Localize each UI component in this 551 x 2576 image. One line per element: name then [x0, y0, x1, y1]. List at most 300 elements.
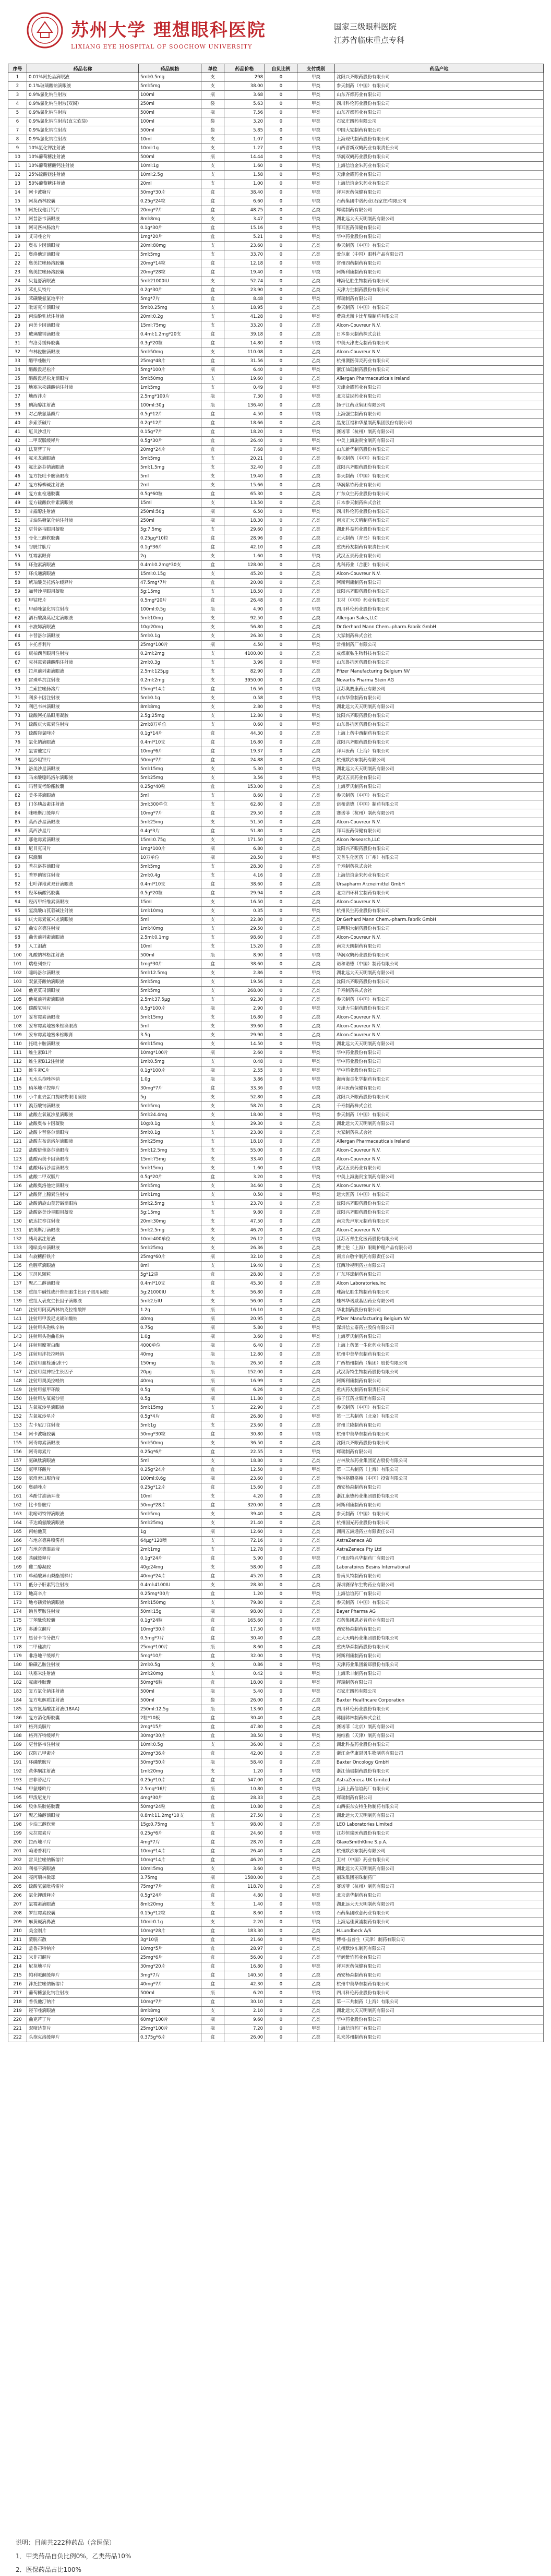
cell-spec: 0.2ml:2mg: [139, 650, 201, 658]
cell-manufacturer: 第一三共制药（上海）有限公司: [335, 1466, 544, 1475]
cell-unit: 盒: [201, 224, 224, 233]
cell-payment-category: 乙类: [297, 1262, 335, 1271]
cell-index: 175: [8, 1616, 27, 1625]
cell-spec: 2.5mg*16片: [139, 1785, 201, 1794]
cell-index: 121: [8, 1137, 27, 1146]
table-row: [8, 987, 544, 996]
cell-unit: 支: [201, 712, 224, 721]
cell-unit: 盒: [201, 188, 224, 197]
cell-manufacturer: 浙江金华康恩贝生物制药有限公司: [335, 1750, 544, 1758]
cell-unit: 盒: [201, 738, 224, 747]
cell-price: 29.50: [224, 925, 265, 933]
cell-price: 6.40: [224, 366, 265, 375]
cell-spec: 8ml:8mg: [139, 2007, 201, 2016]
cell-payment-category: 乙类: [297, 1820, 335, 1829]
cell-price: 1.00: [224, 179, 265, 188]
cell-index: 26: [8, 295, 27, 304]
cell-drug-name: 丙帕他莫: [27, 1528, 139, 1537]
table-row: [8, 942, 544, 951]
cell-payment-category: 甲类: [297, 1767, 335, 1776]
cell-unit: 支: [201, 588, 224, 596]
cell-manufacturer: 参天制药（中国）有限公司: [335, 454, 544, 463]
cell-manufacturer: 湖北远大天天明制药有限公司: [335, 2007, 544, 2016]
cell-unit: 支: [201, 987, 224, 996]
cell-index: 202: [8, 1856, 27, 1865]
cell-price: 0.86: [224, 1661, 265, 1670]
cell-index: 189: [8, 1741, 27, 1750]
cell-payment-category: 甲类: [297, 1049, 335, 1058]
table-row: [8, 384, 544, 392]
cell-unit: 支: [201, 135, 224, 144]
cell-spec: 5ml:24.4mg: [139, 1111, 201, 1120]
cell-unit: 盒: [201, 1616, 224, 1625]
table-row: [8, 783, 544, 792]
cell-price: 39.60: [224, 1022, 265, 1031]
cell-price: 23.90: [224, 286, 265, 295]
cell-manufacturer: 华中药业股份有限公司: [335, 1058, 544, 1067]
cell-self-pay-ratio: 0: [265, 1191, 297, 1200]
cell-manufacturer: 江苏奥赛康药业有限公司: [335, 685, 544, 694]
cell-self-pay-ratio: 0: [265, 712, 297, 721]
cell-payment-category: 乙类: [297, 1838, 335, 1847]
cell-index: 87: [8, 836, 27, 845]
cell-payment-category: 甲类: [297, 259, 335, 268]
cell-payment-category: 甲类: [297, 1075, 335, 1084]
table-row: [8, 1235, 544, 1244]
cell-price: 42.00: [224, 1750, 265, 1758]
table-row: [8, 1271, 544, 1279]
cell-price: 18.30: [224, 517, 265, 525]
cell-self-pay-ratio: 0: [265, 1226, 297, 1235]
cell-self-pay-ratio: 0: [265, 1927, 297, 1936]
cell-index: 186: [8, 1714, 27, 1723]
cell-spec: 40mg: [139, 1315, 201, 1324]
table-row: [8, 1679, 544, 1687]
cell-spec: 25mg*60片: [139, 1253, 201, 1262]
cell-unit: 支: [201, 171, 224, 179]
cell-self-pay-ratio: 0: [265, 259, 297, 268]
cell-manufacturer: 江苏万邦生化医药股份有限公司: [335, 1235, 544, 1244]
cell-spec: 5ml:15mg: [139, 1404, 201, 1412]
cell-manufacturer: 礼来苏州制药有限公司: [335, 2033, 544, 2042]
cell-drug-name: 噻吗洛尔滴眼液: [27, 969, 139, 978]
cell-price: 4.20: [224, 1492, 265, 1501]
cell-index: 66: [8, 650, 27, 658]
cell-payment-category: 甲类: [297, 135, 335, 144]
cell-spec: 1ml:20mg: [139, 1767, 201, 1776]
cell-index: 203: [8, 1865, 27, 1874]
table-row: [8, 1359, 544, 1368]
cell-self-pay-ratio: 0: [265, 1244, 297, 1253]
cell-manufacturer: 湖北远大天天明制药有限公司: [335, 1812, 544, 1820]
cell-price: 56.80: [224, 623, 265, 632]
cell-unit: 盒: [201, 1794, 224, 1803]
table-row: [8, 685, 544, 694]
cell-manufacturer: 杭州中美华东制药有限公司: [335, 1980, 544, 1989]
cell-drug-name: 莫西沙星片: [27, 827, 139, 836]
table-row: [8, 2016, 544, 2024]
cell-spec: 0.5g*20粒: [139, 889, 201, 898]
cell-payment-category: 甲类: [297, 1333, 335, 1341]
cell-payment-category: 乙类: [297, 996, 335, 1004]
cell-unit: 盒: [201, 446, 224, 454]
cell-self-pay-ratio: 0: [265, 171, 297, 179]
cell-unit: 支: [201, 313, 224, 321]
cell-spec: 5ml:15mg: [139, 765, 201, 774]
cell-spec: 5ml: [139, 916, 201, 925]
cell-self-pay-ratio: 0: [265, 162, 297, 171]
cell-self-pay-ratio: 0: [265, 1971, 297, 1980]
table-row: [8, 1616, 544, 1625]
cell-payment-category: 乙类: [297, 756, 335, 765]
table-row: [8, 792, 544, 800]
cell-unit: 袋: [201, 100, 224, 109]
footer-note: 说明：目前共222种药品（含医保）: [16, 2539, 115, 2546]
cell-manufacturer: 四川科伦药业股份有限公司: [335, 100, 544, 109]
cell-index: 12: [8, 171, 27, 179]
cell-manufacturer: 沈阳兴齐眼药股份有限公司: [335, 463, 544, 472]
cell-index: 2: [8, 82, 27, 91]
cell-index: 173: [8, 1599, 27, 1608]
cell-payment-category: 乙类: [297, 1883, 335, 1891]
cell-index: 129: [8, 1208, 27, 1217]
cell-unit: 瓶: [201, 1075, 224, 1084]
cell-index: 135: [8, 1262, 27, 1271]
cell-spec: 5ml:25mg: [139, 1244, 201, 1253]
cell-index: 126: [8, 1182, 27, 1191]
cell-payment-category: 甲类: [297, 1891, 335, 1900]
cell-drug-name: 0.9%氯化钠注射液: [27, 91, 139, 100]
cell-price: 98.00: [224, 1608, 265, 1616]
cell-payment-category: 乙类: [297, 1945, 335, 1954]
table-row: [8, 401, 544, 410]
cell-index: 42: [8, 437, 27, 446]
cell-index: 30: [8, 330, 27, 339]
cell-price: 1.07: [224, 135, 265, 144]
cell-manufacturer: 天津金耀药业有限公司: [335, 384, 544, 392]
table-row: [8, 179, 544, 188]
cell-price: 26.50: [224, 1359, 265, 1368]
cell-manufacturer: 上海信谊金朱药业有限公司: [335, 162, 544, 171]
cell-index: 128: [8, 1200, 27, 1208]
cell-price: 19.37: [224, 747, 265, 756]
cell-unit: 盒: [201, 268, 224, 277]
cell-unit: 支: [201, 765, 224, 774]
cell-price: 18.50: [224, 588, 265, 596]
cell-price: 9.60: [224, 2016, 265, 2024]
cell-self-pay-ratio: 0: [265, 951, 297, 960]
cell-payment-category: 乙类: [297, 1581, 335, 1590]
cell-payment-category: 乙类: [297, 1217, 335, 1226]
cell-manufacturer: 上海罗氏制药有限公司: [335, 1333, 544, 1341]
cell-drug-name: 葡萄糖氯化钠注射液: [27, 1989, 139, 1998]
cell-index: 25: [8, 286, 27, 295]
cell-payment-category: 乙类: [297, 1395, 335, 1404]
cell-index: 214: [8, 1962, 27, 1971]
table-row: [8, 1687, 544, 1696]
cell-manufacturer: 杭州中美华东制药有限公司: [335, 1350, 544, 1359]
cell-drug-name: 帕利哌酮缓释片: [27, 1971, 139, 1980]
cell-self-pay-ratio: 0: [265, 685, 297, 694]
cell-payment-category: 乙类: [297, 898, 335, 907]
cell-spec: 5mg*100片: [139, 366, 201, 375]
cell-self-pay-ratio: 0: [265, 1235, 297, 1244]
cell-index: 181: [8, 1670, 27, 1679]
cell-spec: 1ml:40mg: [139, 925, 201, 933]
cell-price: 46.70: [224, 1226, 265, 1235]
cell-price: 7.30: [224, 392, 265, 401]
cell-price: 33.40: [224, 1155, 265, 1164]
cell-payment-category: 甲类: [297, 1164, 335, 1173]
cell-index: 154: [8, 1430, 27, 1439]
cell-unit: 支: [201, 933, 224, 942]
table-row: [8, 907, 544, 916]
cell-self-pay-ratio: 0: [265, 188, 297, 197]
cell-price: 15.20: [224, 942, 265, 951]
cell-manufacturer: 上海上药中西制药有限公司: [335, 729, 544, 738]
cell-unit: 支: [201, 1164, 224, 1173]
table-row: [8, 694, 544, 703]
cell-price: 26.12: [224, 1235, 265, 1244]
cell-manufacturer: 湖北远大天天明制药有限公司: [335, 765, 544, 774]
cell-payment-category: 乙类: [297, 960, 335, 969]
cell-index: 150: [8, 1395, 27, 1404]
cell-self-pay-ratio: 0: [265, 1545, 297, 1554]
cell-unit: 支: [201, 1208, 224, 1217]
cell-unit: 瓶: [201, 854, 224, 862]
cell-unit: 支: [201, 1510, 224, 1519]
cell-drug-name: 盐酸奥布卡因凝胶: [27, 1120, 139, 1129]
table-row: [8, 463, 544, 472]
cell-drug-name: 硫酸庆大霉素注射液: [27, 721, 139, 729]
cell-self-pay-ratio: 0: [265, 1395, 297, 1404]
cell-payment-category: 甲类: [297, 721, 335, 729]
cell-unit: 盒: [201, 1483, 224, 1492]
cell-payment-category: 乙类: [297, 1146, 335, 1155]
cell-price: 26.36: [224, 1244, 265, 1253]
cell-unit: 支: [201, 525, 224, 534]
cell-index: 94: [8, 898, 27, 907]
table-row: [8, 1732, 544, 1741]
cell-spec: 0.75g: [139, 1324, 201, 1333]
cell-price: 34.60: [224, 1182, 265, 1191]
cell-drug-name: 盐酸消旋山莨菪碱滴眼液: [27, 1200, 139, 1208]
cell-manufacturer: 日本参天制药株式会社: [335, 330, 544, 339]
cell-index: 210: [8, 1927, 27, 1936]
cell-price: 28.97: [224, 1945, 265, 1954]
cell-payment-category: 乙类: [297, 845, 335, 854]
cell-unit: 支: [201, 1244, 224, 1253]
cell-price: 118.70: [224, 1883, 265, 1891]
cell-index: 208: [8, 1909, 27, 1918]
cell-spec: 30mg*7片: [139, 1084, 201, 1093]
cell-self-pay-ratio: 0: [265, 1803, 297, 1812]
cell-payment-category: 乙类: [297, 375, 335, 384]
cell-spec: 1.0g: [139, 1333, 201, 1341]
cell-payment-category: 甲类: [297, 73, 335, 82]
cell-payment-category: 甲类: [297, 1084, 335, 1093]
table-row: [8, 233, 544, 242]
cell-self-pay-ratio: 0: [265, 641, 297, 650]
table-row: [8, 1776, 544, 1785]
cell-manufacturer: Pfizer Manufacturing Belgium NV: [335, 667, 544, 676]
cell-self-pay-ratio: 0: [265, 960, 297, 969]
cell-drug-name: 雷贝拉唑钠肠溶片: [27, 1856, 139, 1865]
cell-manufacturer: 辉瑞制药有限公司: [335, 1794, 544, 1803]
cell-manufacturer: 西安杨森制药有限公司: [335, 1483, 544, 1492]
cell-drug-name: 法莫替丁片: [27, 446, 139, 454]
cell-price: 7.56: [224, 109, 265, 117]
table-row: [8, 91, 544, 100]
cell-spec: 1.0g: [139, 1075, 201, 1084]
table-row: [8, 818, 544, 827]
university-seal-logo: [26, 11, 64, 49]
table-row: [8, 1971, 544, 1980]
cell-manufacturer: GlaxoSmithKline S.p.A.: [335, 1838, 544, 1847]
cell-manufacturer: 山西振东安特生物制药有限公司: [335, 1803, 544, 1812]
cell-manufacturer: 第一三共制药（北京）有限公司: [335, 1412, 544, 1421]
cell-drug-name: 头孢克洛缓释片: [27, 2033, 139, 2042]
cell-price: 16.99: [224, 1377, 265, 1386]
cell-self-pay-ratio: 0: [265, 1324, 297, 1333]
table-row: [8, 1395, 544, 1404]
cell-drug-name: 玻璃酸钠滴眼液: [27, 330, 139, 339]
cell-price: 2.55: [224, 1067, 265, 1075]
cell-drug-name: 氟康唑胶囊: [27, 1679, 139, 1687]
cell-unit: 盒: [201, 889, 224, 898]
table-row: [8, 978, 544, 987]
cell-payment-category: 乙类: [297, 1013, 335, 1022]
cell-drug-name: 卡波姆滴眼液: [27, 623, 139, 632]
cell-self-pay-ratio: 0: [265, 304, 297, 313]
cell-index: 180: [8, 1661, 27, 1670]
cell-spec: 5ml:0.1g: [139, 632, 201, 641]
cell-index: 85: [8, 818, 27, 827]
cell-price: 51.50: [224, 818, 265, 827]
table-row: [8, 1315, 544, 1324]
cell-price: 0.49: [224, 384, 265, 392]
cell-unit: 支: [201, 277, 224, 286]
cell-payment-category: 乙类: [297, 1971, 335, 1980]
cell-price: 32.10: [224, 1253, 265, 1262]
cell-manufacturer: 湖北科益药业股份有限公司: [335, 525, 544, 534]
cell-self-pay-ratio: 0: [265, 1004, 297, 1013]
cell-index: 191: [8, 1758, 27, 1767]
cell-price: 12.80: [224, 712, 265, 721]
cell-index: 158: [8, 1466, 27, 1475]
cell-self-pay-ratio: 0: [265, 330, 297, 339]
cell-drug-name: 尿激酶: [27, 854, 139, 862]
cell-price: 13.50: [224, 499, 265, 508]
cell-manufacturer: 海南海灵化学制药有限公司: [335, 1075, 544, 1084]
cell-drug-name: 莫西沙星滴眼液: [27, 818, 139, 827]
cell-unit: 瓶: [201, 1758, 224, 1767]
cell-payment-category: 甲类: [297, 685, 335, 694]
cell-unit: 瓶: [201, 605, 224, 614]
cell-drug-name: 丙泊酚乳状注射液: [27, 313, 139, 321]
cell-unit: 瓶: [201, 641, 224, 650]
cell-price: 13.60: [224, 1705, 265, 1714]
cell-drug-name: 克拉霉素片: [27, 1829, 139, 1838]
table-row: [8, 1936, 544, 1945]
cell-price: 18.00: [224, 1679, 265, 1687]
cell-unit: 支: [201, 1022, 224, 1031]
cell-drug-name: 庆大霉素氟米龙滴眼液: [27, 916, 139, 925]
cell-unit: 盒: [201, 1634, 224, 1643]
cell-drug-name: 黄体酮注射液: [27, 1767, 139, 1776]
cell-payment-category: 乙类: [297, 925, 335, 933]
cell-self-pay-ratio: 0: [265, 1253, 297, 1262]
cell-unit: 瓶: [201, 1528, 224, 1537]
cell-unit: 瓶: [201, 1324, 224, 1333]
cell-manufacturer: 扬子江药业集团有限公司: [335, 401, 544, 410]
table-row: [8, 605, 544, 614]
table-row: [8, 1980, 544, 1989]
cell-spec: 2粒*10板: [139, 1714, 201, 1723]
table-row: [8, 499, 544, 508]
cell-unit: 支: [201, 721, 224, 729]
cell-manufacturer: Baxter Healthcare Corporation: [335, 1696, 544, 1705]
cell-drug-name: 妥布霉素地塞米松滴眼液: [27, 1022, 139, 1031]
cell-drug-name: 碳酸氢钠片: [27, 1004, 139, 1013]
table-row: [8, 339, 544, 348]
cell-index: 205: [8, 1883, 27, 1891]
cell-spec: 0.4ml*10支: [139, 738, 201, 747]
cell-payment-category: 乙类: [297, 1599, 335, 1608]
cell-index: 148: [8, 1377, 27, 1386]
cell-manufacturer: 深圳赛保尔生物药业有限公司: [335, 1581, 544, 1590]
cell-self-pay-ratio: 0: [265, 1217, 297, 1226]
cell-unit: 盒: [201, 543, 224, 552]
cell-index: 125: [8, 1173, 27, 1182]
cell-price: 5.85: [224, 126, 265, 135]
cell-spec: 40mg*7片: [139, 1980, 201, 1989]
cell-price: 18.20: [224, 428, 265, 437]
cell-payment-category: 乙类: [297, 880, 335, 889]
cell-self-pay-ratio: 0: [265, 1554, 297, 1563]
cell-unit: 盒: [201, 1501, 224, 1510]
cell-manufacturer: 南京天朗制药有限公司: [335, 942, 544, 951]
cell-price: 16.80: [224, 1013, 265, 1022]
cell-unit: 瓶: [201, 1253, 224, 1262]
cell-self-pay-ratio: 0: [265, 1758, 297, 1767]
table-row: [8, 259, 544, 268]
cell-spec: 5ml:150mg: [139, 1599, 201, 1608]
table-row: [8, 100, 544, 109]
cell-payment-category: 乙类: [297, 1856, 335, 1865]
cell-self-pay-ratio: 0: [265, 1368, 297, 1377]
cell-payment-category: 乙类: [297, 1608, 335, 1616]
cell-spec: 25mg*100片: [139, 2024, 201, 2033]
cell-spec: 8ml:8mg: [139, 703, 201, 712]
cell-index: 113: [8, 1067, 27, 1075]
cell-price: 39.18: [224, 330, 265, 339]
cell-spec: 1mg*100片: [139, 845, 201, 854]
cell-index: 152: [8, 1412, 27, 1421]
cell-unit: 盒: [201, 1279, 224, 1288]
cell-spec: 5ml:5mg: [139, 250, 201, 259]
cell-unit: 瓶: [201, 1341, 224, 1350]
table-row: [8, 623, 544, 632]
cell-self-pay-ratio: 0: [265, 250, 297, 259]
table-row: [8, 1093, 544, 1102]
table-row: [8, 1217, 544, 1226]
cell-index: 78: [8, 756, 27, 765]
cell-drug-name: 卡替洛尔滴眼液: [27, 632, 139, 641]
cell-manufacturer: 诺和诺德（中国）制药有限公司: [335, 800, 544, 809]
cell-spec: 5g:15mg: [139, 1208, 201, 1217]
cell-self-pay-ratio: 0: [265, 1670, 297, 1679]
